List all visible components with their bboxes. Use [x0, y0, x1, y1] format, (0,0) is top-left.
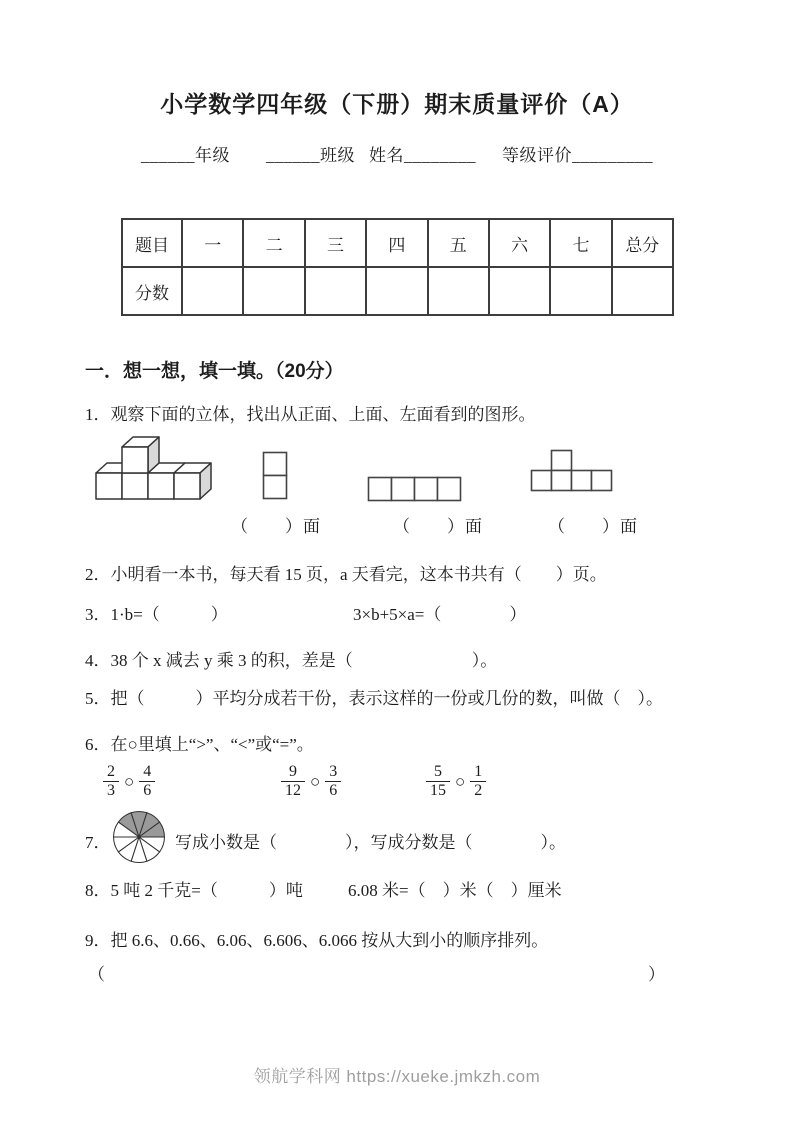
- score-table-header-cell: 题目: [122, 219, 182, 267]
- view-answer-blank-3: （ ）面: [548, 517, 638, 536]
- view-shape-row-figure: [367, 476, 462, 502]
- score-cell: [182, 267, 243, 315]
- score-table-header-cell: 二: [243, 219, 304, 267]
- page-title: 小学数学四年级（下册）期末质量评价（A）: [160, 91, 634, 117]
- score-table-header-cell: 总分: [612, 219, 673, 267]
- fraction-compare-group-3: [426, 763, 486, 801]
- class-blank: ______班级: [266, 146, 355, 165]
- fraction-compare-group-2: [281, 763, 341, 801]
- fraction-compare-group-1: [103, 763, 155, 801]
- fraction: $\frac{2}{3}$: [103, 763, 119, 801]
- rating-blank: 等级评价_________: [502, 146, 653, 165]
- section-one-heading: 一．想一想，填一填。（20分）: [85, 361, 344, 382]
- score-table-header-cell: 三: [305, 219, 366, 267]
- answer-line-open-paren: （: [88, 965, 105, 984]
- fraction: $\frac{5}{15}$: [426, 763, 450, 801]
- score-cell: [366, 267, 427, 315]
- view-answer-blank-2: （ ）面: [393, 517, 483, 536]
- score-cell: [243, 267, 304, 315]
- fraction: $\frac{1}{2}$: [470, 763, 486, 801]
- answer-line-close-paren: ）: [648, 965, 665, 984]
- view-answer-blank-1: （ ）面: [231, 517, 321, 536]
- compare-circle: ○: [124, 771, 135, 791]
- compare-circle: ○: [310, 771, 321, 791]
- score-table-header-cell: 四: [366, 219, 427, 267]
- compare-circle: ○: [455, 771, 466, 791]
- score-row-label: 分数: [122, 267, 182, 315]
- score-cell: [612, 267, 673, 315]
- score-table: [121, 218, 674, 316]
- question-6: 6．在○里填上“>”、“<”或“=”。: [85, 735, 314, 754]
- cube-stack-figure: [92, 433, 242, 508]
- question-5: 5．把（ ）平均分成若干份，表示这样的一份或几份的数，叫做（ ）。: [85, 689, 663, 708]
- question-1: 1．观察下面的立体，找出从正面、上面、左面看到的图形。: [85, 405, 536, 424]
- name-blank: 姓名________: [369, 146, 476, 165]
- fraction: $\frac{3}{6}$: [325, 763, 341, 801]
- question-2: 2．小明看一本书，每天看 15 页，a 天看完，这本书共有（ ）页。: [85, 565, 607, 584]
- pie-chart-figure: [112, 810, 166, 864]
- view-shape-t-figure: [530, 449, 614, 493]
- score-table-header-row: [122, 219, 673, 267]
- grade-blank: ______年级: [141, 146, 230, 165]
- question-8b: 6.08 米=（ ）米（ ）厘米: [348, 881, 562, 900]
- score-cell: [428, 267, 489, 315]
- info-line: [0, 141, 794, 166]
- view-shape-vertical-figure: [262, 451, 289, 500]
- score-table-score-row: [122, 267, 673, 315]
- score-table-header-cell: 一: [182, 219, 243, 267]
- question-7-text: 写成小数是（ ），写成分数是（ ）。: [175, 833, 566, 852]
- footer-watermark: 领航学科网 https://xueke.jmkzh.com: [253, 1067, 541, 1086]
- score-cell: [305, 267, 366, 315]
- score-cell: [489, 267, 550, 315]
- question-3a: 3．1·b=（ ）: [85, 605, 228, 624]
- question-9: 9．把 6.6、0.66、6.06、6.606、6.066 按从大到小的顺序排列。: [85, 931, 549, 950]
- question-7-number: 7．: [85, 833, 111, 852]
- question-3b: 3×b+5×a=（ ）: [353, 605, 527, 624]
- question-8a: 8．5 吨 2 千克=（ ）吨: [85, 881, 303, 900]
- score-cell: [550, 267, 611, 315]
- question-4: 4．38 个 x 减去 y 乘 3 的积，差是（ ）。: [85, 651, 498, 670]
- score-table-header-cell: 五: [428, 219, 489, 267]
- score-table-header-cell: 六: [489, 219, 550, 267]
- fraction: $\frac{4}{6}$: [139, 763, 155, 801]
- score-table-header-cell: 七: [550, 219, 611, 267]
- fraction: $\frac{9}{12}$: [281, 763, 305, 801]
